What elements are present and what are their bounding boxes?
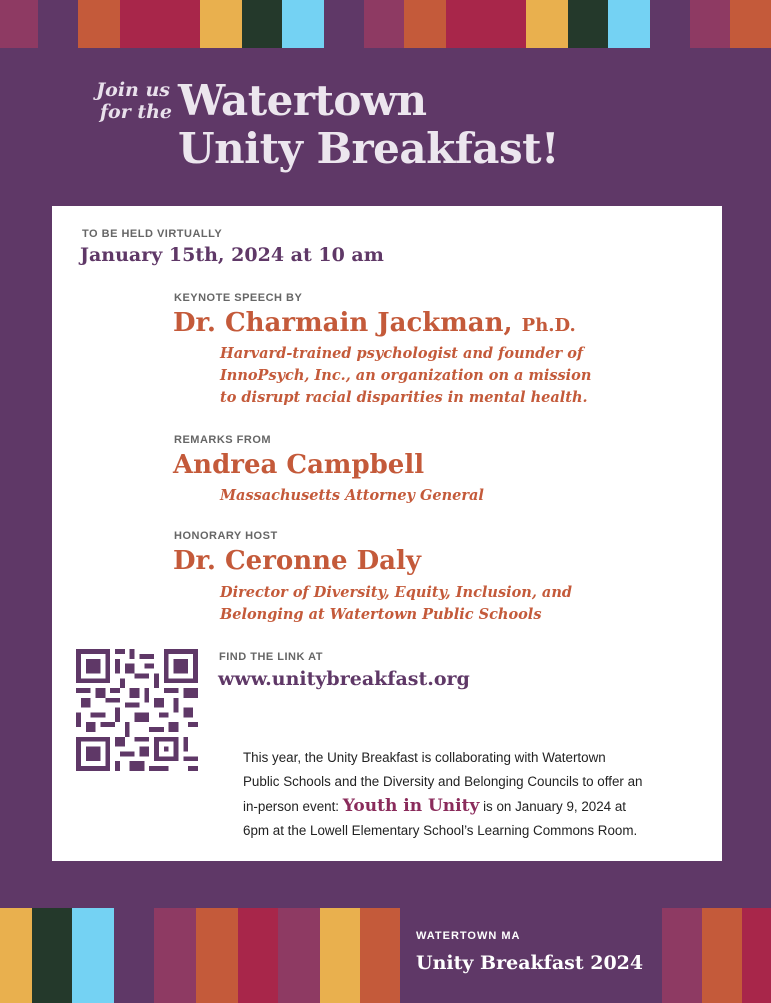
stripe [730,0,771,48]
website-link[interactable]: www.unitybreakfast.org [218,668,470,690]
keynote-desc-line: InnoPsych, Inc., an organization on a mission [220,367,592,384]
title-line-2: Unity Breakfast! [178,124,559,173]
page-heading [0,72,771,182]
stripe [120,0,200,48]
stripe [282,0,324,48]
stripe [38,0,78,48]
stripe [360,908,400,1003]
note-text: is on January 9, 2024 at [479,799,627,814]
footer-event: Unity Breakfast 2024 [416,952,644,974]
keynote-speaker-name [173,308,576,338]
stripe [200,0,242,48]
stripe [0,0,38,48]
stripe [154,908,196,1003]
note-line: This year, the Unity Breakfast is collaborating with Watertown [243,750,606,765]
remarks-label: REMARKS FROM [174,434,272,446]
keynote-suffix: Ph.D. [521,315,576,336]
keynote-description [220,343,591,409]
keynote-label: KEYNOTE SPEECH BY [174,292,303,304]
top-stripe-band [0,0,771,48]
note-text: in-person event: [243,799,343,814]
link-label: FIND THE LINK AT [219,651,323,663]
stripe [662,908,702,1003]
bottom-stripe-band-right [662,908,771,1003]
stripe [404,0,446,48]
event-details-card [52,206,722,861]
stripe [78,0,120,48]
note-line: Public Schools and the Diversity and Belonging Councils to offer an [243,774,643,789]
stripe [278,908,320,1003]
stripe [320,908,360,1003]
format-label: TO BE HELD VIRTUALLY [82,228,223,240]
host-name: Dr. Ceronne Daly [173,546,422,576]
bottom-stripe-band-left [0,908,400,1003]
qr-code-icon[interactable] [76,649,198,771]
stripe [690,0,730,48]
stripe [568,0,608,48]
stripe [242,0,282,48]
stripe [526,0,568,48]
host-label: HONORARY HOST [174,530,278,542]
stripe [0,908,32,1003]
youth-in-unity-note [243,746,703,843]
stripe [324,0,364,48]
host-description [220,582,572,626]
remarks-description: Massachusetts Attorney General [220,487,484,504]
stripe [446,0,526,48]
stripe [364,0,404,48]
remarks-speaker-name: Andrea Campbell [173,450,425,480]
footer [416,930,656,974]
host-desc-line: Director of Diversity, Equity, Inclusion, and [220,584,573,601]
note-line [243,794,703,819]
keynote-desc-line: Harvard-trained psychologist and founder of [220,345,584,362]
stripe [238,908,278,1003]
youth-in-unity-highlight: Youth in Unity [342,796,480,816]
stripe [608,0,650,48]
stripe [742,908,771,1003]
note-line: 6pm at the Lowell Elementary School’s Learning Commons Room. [243,823,638,838]
host-desc-line: Belonging at Watertown Public Schools [220,606,542,623]
keynote-name-text: Dr. Charmain Jackman, [173,308,513,338]
event-date: January 15th, 2024 at 10 am [80,244,384,266]
title-line-1: Watertown [178,76,427,125]
for-the-line: for the [99,101,172,123]
stripe [114,908,154,1003]
stripe [32,908,72,1003]
stripe [650,0,690,48]
keynote-desc-line: to disrupt racial disparities in mental health. [220,389,588,406]
join-us-line: Join us [96,79,170,101]
footer-city: WATERTOWN MA [416,930,521,942]
stripe [72,908,114,1003]
stripe [196,908,238,1003]
stripe [702,908,742,1003]
